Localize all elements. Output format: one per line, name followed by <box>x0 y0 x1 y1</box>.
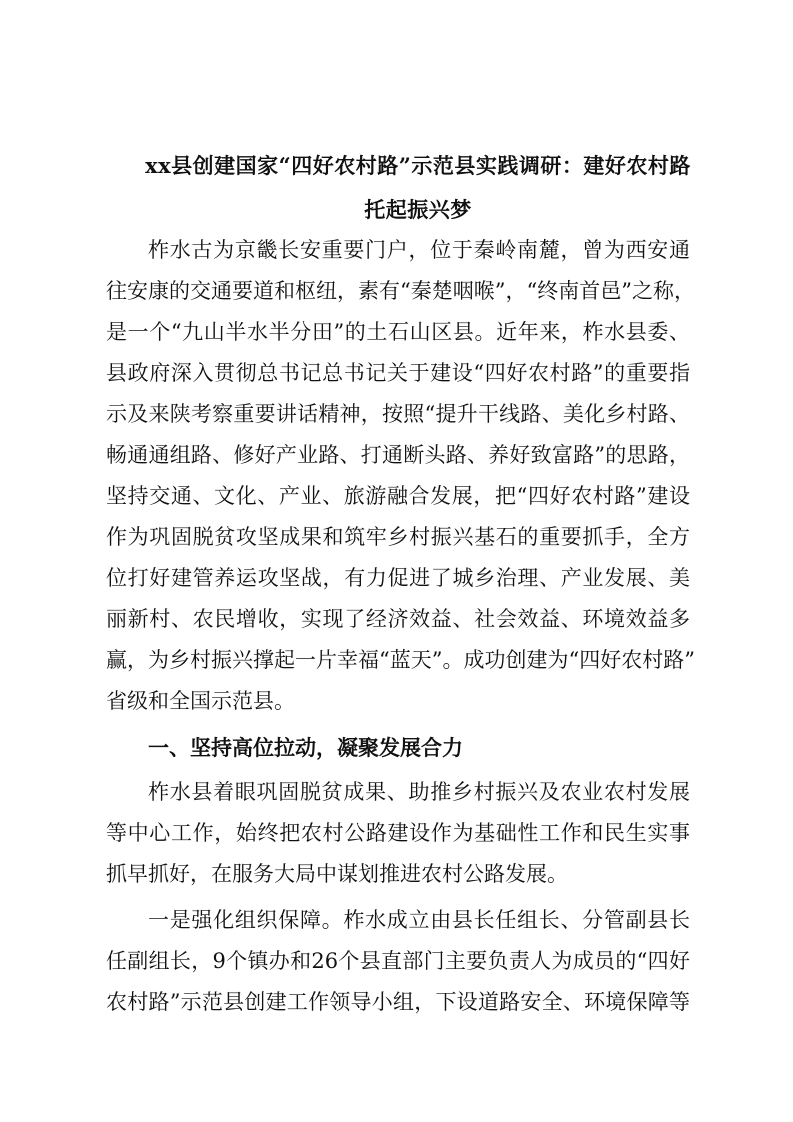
document-title-line-2: 托起振兴梦 <box>364 197 472 222</box>
paragraph-1-line: 县政府深入贯彻总书记总书记关于建设“四好农村路”的重要指 <box>106 361 690 385</box>
paragraph-1-line: 丽新村、农民增收，实现了经济效益、社会效益、环境效益多 <box>106 607 690 631</box>
paragraph-1-line: 是一个“九山半水半分田”的土石山区县。近年来，柞水县委、 <box>106 320 690 344</box>
paragraph-3-line: 任副组长，9个镇办和26个县直部门主要负责人为成员的“四好 <box>106 949 690 973</box>
document-title-line-1: xx县创建国家“四好农村路”示范县实践调研：建好农村路 <box>145 153 691 178</box>
paragraph-3-line: 一是强化组织保障。柞水成立由县长任组长、分管副县长 <box>148 908 690 932</box>
paragraph-1-line: 赢，为乡村振兴撑起一片幸福“蓝天”。成功创建为“四好农村路” <box>106 648 695 672</box>
paragraph-1-line: 往安康的交通要道和枢纽，素有“秦楚咽喉”，“终南首邑”之称， <box>106 279 695 303</box>
paragraph-1-line: 柞水古为京畿长安重要门户，位于秦岭南麓，曾为西安通 <box>148 238 690 262</box>
paragraph-1-line: 畅通通组路、修好产业路、打通断头路、养好致富路”的思路， <box>106 443 690 467</box>
paragraph-2-line: 柞水县着眼巩固脱贫成果、助推乡村振兴及农业农村发展 <box>148 780 690 804</box>
paragraph-1-line: 示及来陕考察重要讲话精神，按照“提升干线路、美化乡村路、 <box>106 402 690 426</box>
paragraph-1-line: 位打好建管养运攻坚战，有力促进了城乡治理、产业发展、美 <box>106 566 690 590</box>
section-heading-1: 一、坚持高位拉动，凝聚发展合力 <box>148 735 463 760</box>
paragraph-1-line: 省级和全国示范县。 <box>106 689 295 713</box>
paragraph-1-line: 坚持交通、文化、产业、旅游融合发展，把“四好农村路”建设 <box>106 484 690 508</box>
paragraph-2-line: 等中心工作，始终把农村公路建设作为基础性工作和民生实事 <box>106 821 690 845</box>
paragraph-1-line: 作为巩固脱贫攻坚成果和筑牢乡村振兴基石的重要抓手，全方 <box>106 525 690 549</box>
paragraph-3-line: 农村路”示范县创建工作领导小组，下设道路安全、环境保障等 <box>106 990 690 1014</box>
paragraph-2-line: 抓早抓好，在服务大局中谋划推进农村公路发展。 <box>106 862 568 886</box>
